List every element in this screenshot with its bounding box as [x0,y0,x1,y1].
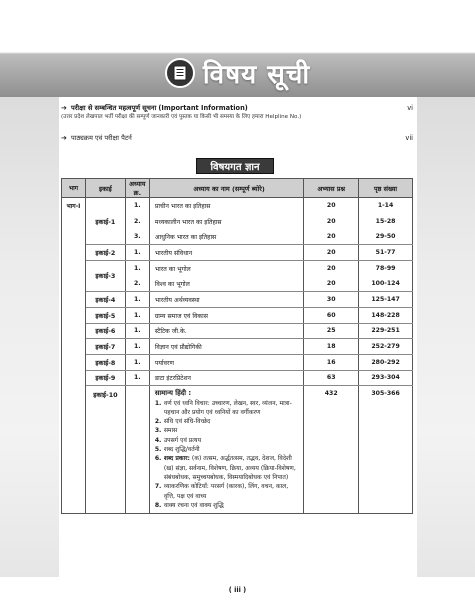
page-range: 15-28 [359,213,413,229]
unit-cell: इकाई-10 [85,386,125,514]
page-range: 293-304 [359,370,413,386]
arrow-icon: ➔ [61,134,67,142]
chapter-name: पर्यावरण [149,354,304,370]
page-range: 148-228 [359,307,413,323]
unit-cell: इकाई-6 [85,323,125,339]
table-row [62,339,413,355]
info-subtext: (उत्तर प्रदेश लेखपाल भर्ती परीक्षा की सम्पूर्ण जानकारी एवं पुस्तक या किसी भी समस्या के लिए हमारा Helpline No.) [61,114,302,120]
question-count: 432 [304,386,359,514]
item-number: 5. [154,446,162,454]
page-range: 280-292 [359,354,413,370]
list-item [155,482,299,501]
chapter-number: 1. [125,323,149,339]
table-row-hindi [62,386,413,514]
list-item [155,399,299,418]
table-row [62,198,413,214]
question-count: 20 [304,198,359,214]
unit-cell: इकाई-4 [85,292,125,308]
table-header-row [62,179,413,198]
list-item [155,426,299,435]
chapter-number: 2. [125,213,149,229]
question-count: 20 [304,276,359,292]
chapter-name: स्टैटिक जी.के. [149,323,304,339]
page-ref: vii [405,134,413,142]
item-text: व्याकरणिक कोटियाँ: परसर्ग (कारक), लिंग, वचन, काल, वृत्ति, पक्ष एवं वाच्य [163,483,289,500]
info-label: परीक्षा से सम्बन्धित महत्वपूर्ण सूचना [70,104,157,112]
unit-cell: इकाई-3 [85,260,125,291]
list-item [155,454,299,482]
item-number: 8. [154,501,162,509]
chapter-number: 1. [125,307,149,323]
question-count: 20 [304,213,359,229]
chapter-name: भारतीय अर्थव्यवस्था [149,292,304,308]
chapter-number: 1. [125,292,149,308]
table-row [62,323,413,339]
question-count: 20 [304,229,359,245]
chapter-name: मध्यकालीन भारत का इतिहास [149,213,304,229]
page-range: 78-99 [359,260,413,276]
item-text: (क) तत्सम, अर्द्धतत्सम, तद्भव, देशज, विदेशी (ख) संज्ञा, सर्वनाम, विशेषण, क्रिया, अव्यय (क्रिया-विशेषण, संबंधबोधक, समुच्चयबोधक, विस्मयादिबोधक एवं निपात) [163,455,296,481]
chapter-name: विज्ञान एवं प्रौद्योगिकी [149,339,304,355]
question-count: 20 [304,245,359,261]
item-number: 6. [154,455,162,463]
page-range: 305-366 [359,386,413,514]
table-row [62,292,413,308]
item-text: संधि एवं संधि-विच्छेद [163,418,211,426]
chapter-number-empty [125,386,149,514]
page-range: 100-124 [359,276,413,292]
hindi-topics [149,386,304,514]
question-count: 20 [304,260,359,276]
page-range: 252-279 [359,339,413,355]
document-list-icon [165,58,195,88]
info-item-important [61,104,413,122]
item-text: वाक्य रचना एवं वाक्य शुद्धि [163,501,224,509]
chapter-number: 2. [125,276,149,292]
table-row [62,245,413,261]
chapter-name: डाटा इंटरप्रिटेशन [149,370,304,386]
item-number: 4. [154,436,162,444]
part-cell: भाग-I [62,198,86,514]
page-range: 29-50 [359,229,413,245]
item-number: 3. [154,427,162,435]
item-text: वर्ण एवं ध्वनि विचार: उच्चारण, लेखन, स्वर, व्यंजन, मात्रा-पहचान और प्रयोग एवं ध्वनियों का वर्गीकरण [163,399,292,416]
page-range: 125-147 [359,292,413,308]
column-header: अध्याय क्र. [125,179,149,198]
item-text: समास [163,427,178,435]
item-text: शब्द शुद्धि/वर्तनी [163,446,200,454]
page-range: 1-14 [359,198,413,214]
page-header [0,52,475,94]
unit-cell: इकाई-9 [85,370,125,386]
chapter-number: 1. [125,354,149,370]
chapter-name: ग्राम्य समाज एवं विकास [149,307,304,323]
chapter-number: 1. [125,245,149,261]
chapter-number: 1. [125,198,149,214]
unit-cell: इकाई-1 [85,198,125,245]
item-number: 7. [154,483,162,491]
question-count: 16 [304,354,359,370]
page-title: विषय सूची [202,60,311,90]
unit-cell: इकाई-8 [85,354,125,370]
contents-table [61,178,413,514]
list-item [155,501,299,510]
page-range: 229-251 [359,323,413,339]
section-title: विषयगत ज्ञान [196,158,274,174]
page-ref: vi [407,104,413,112]
table-row [62,307,413,323]
column-header: अभ्यास प्रश्न [304,179,359,198]
list-item [155,436,299,445]
table-row [62,260,413,276]
table-row [62,370,413,386]
column-header: भाग [62,179,86,198]
column-header: इकाई [85,179,125,198]
hindi-title: सामान्य हिंदी : [154,389,192,398]
table-row [62,354,413,370]
question-count: 30 [304,292,359,308]
unit-cell: इकाई-5 [85,307,125,323]
chapter-number: 1. [125,339,149,355]
item-bold: शब्द प्रकार: [163,455,190,463]
column-header: पृष्ठ संख्या [359,179,413,198]
question-count: 25 [304,323,359,339]
question-count: 60 [304,307,359,323]
info-item-syllabus [61,134,413,143]
item-number: 1. [154,399,162,407]
chapter-name: भारत का भूगोल [149,260,304,276]
page-range: 51-77 [359,245,413,261]
question-count: 18 [304,339,359,355]
unit-cell: इकाई-2 [85,245,125,261]
info-label: पाठ्यक्रम एवं परीक्षा पैटर्न [70,134,132,142]
chapter-number: 1. [125,260,149,276]
page-number: ( iii ) [228,586,247,594]
list-item [155,417,299,426]
chapter-name: भारतीय संविधान [149,245,304,261]
unit-cell: इकाई-7 [85,339,125,355]
chapter-name: विश्व का भूगोल [149,276,304,292]
question-count: 63 [304,370,359,386]
hindi-topic-list [155,399,299,511]
list-item [155,445,299,454]
info-label-english: (Important Information) [158,104,248,112]
chapter-name: आधुनिक भारत का इतिहास [149,229,304,245]
chapter-name: प्राचीन भारत का इतिहास [149,198,304,214]
column-header: अध्याय का नाम (सम्पूर्ण ब्योरे) [149,179,304,198]
item-number: 2. [154,418,162,426]
chapter-number: 3. [125,229,149,245]
arrow-icon: ➔ [61,104,67,112]
item-text: उपसर्ग एवं प्रत्यय [163,436,202,444]
chapter-number: 1. [125,370,149,386]
